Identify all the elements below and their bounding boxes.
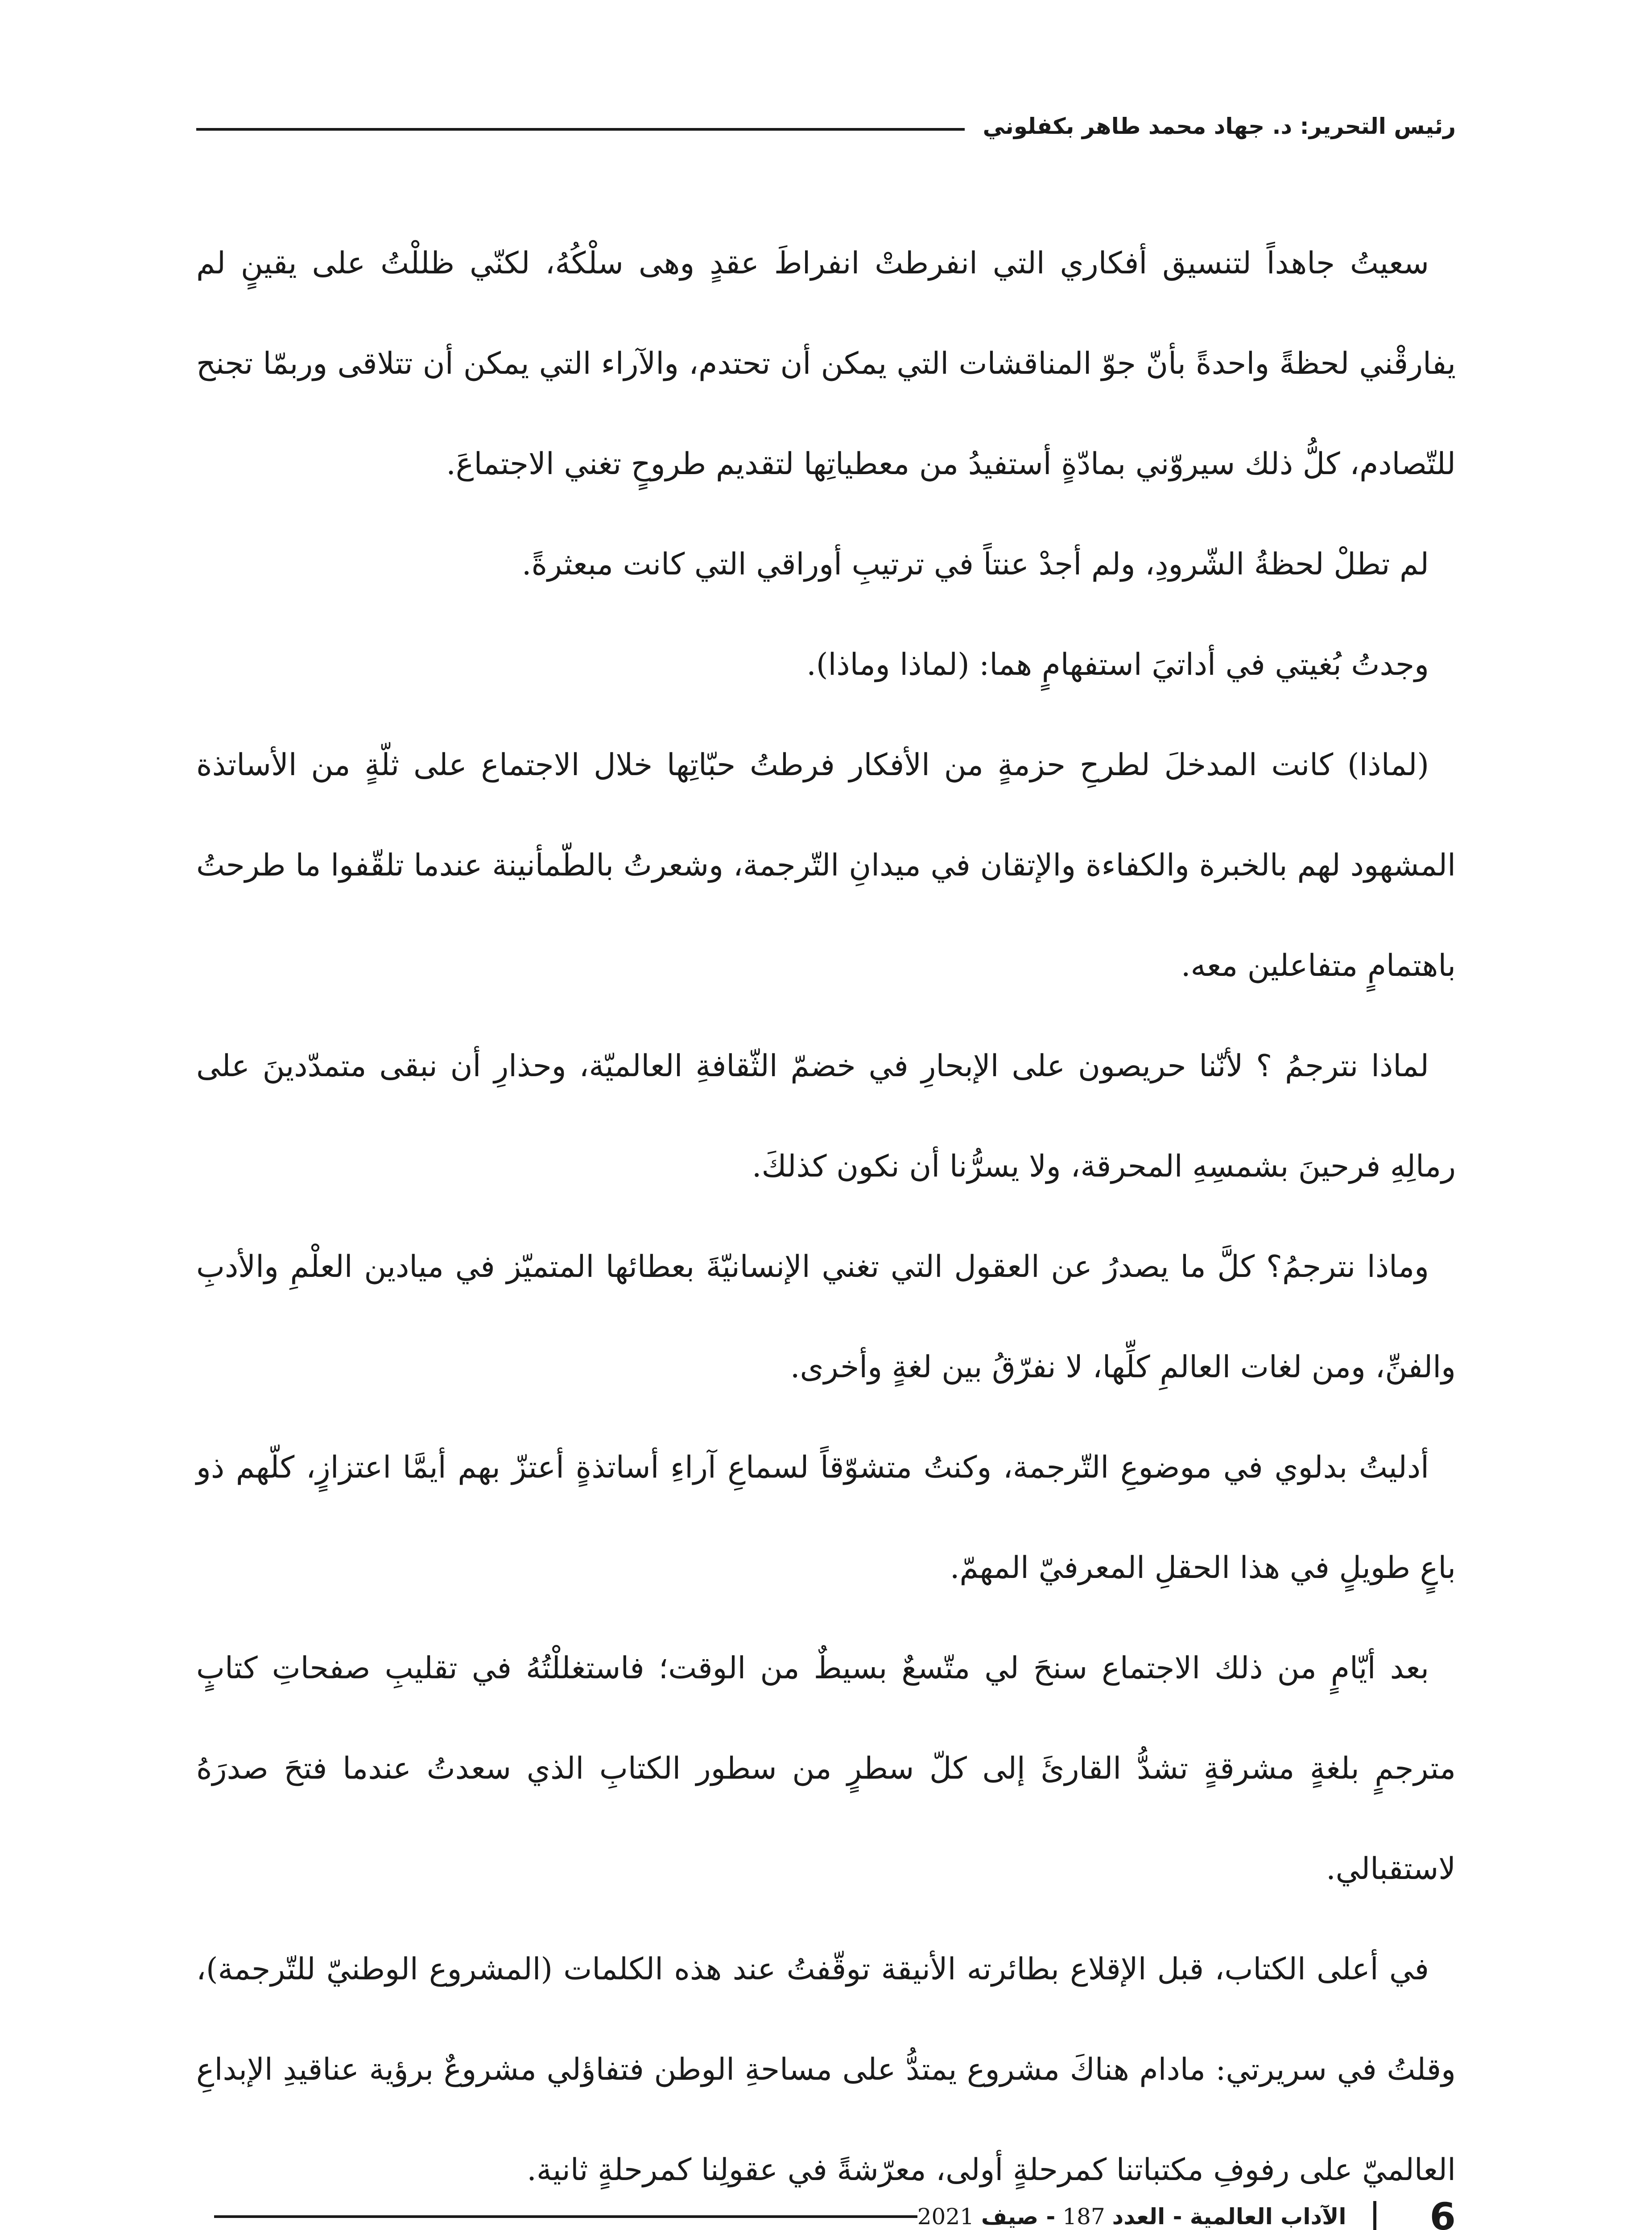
running-header [196,106,1456,146]
issue-year: 2021 [917,2204,974,2230]
running-footer [196,2192,1456,2230]
paragraph-6: وماذا نترجمُ؟ كلَّ ما يصدرُ عن العقول التي تغني الإنسانيّةَ بعطائها المتميّز في ميادين العلْمِ والأدبِ والفنِّ، ومن لغات العالمِ كلِّها، لا نفرّقُ بين لغةٍ وأخرى. [196,1249,1456,1385]
footer-separator [1373,2201,1376,2230]
header-rule [196,128,965,131]
paragraph-3: وجدتُ بُغيتي في أداتيَ استفهامٍ هما: (لماذا وماذا). [806,647,1429,682]
paragraph-8: بعد أيّامٍ من ذلك الاجتماع سنحَ لي متّسعٌ بسيطٌ من الوقت؛ فاستغللْتُهُ في تقليبِ صفحاتِ كتابٍ مترجمٍ بلغةٍ مشرقةٍ تشدُّ القارئَ إلى كلّ سطرٍ من سطور الكتابِ الذي سعدتُ عندما فتحَ صدرَهُ لاستقبالي. [196,1651,1456,1887]
journal-issue-label [917,2204,1346,2230]
page-number: 6 [1429,2195,1456,2230]
article-body [196,213,1456,2220]
paragraph-5: لماذا نترجمُ ؟ لأنّنا حريصون على الإبحارِ في خضمّ الثّقافةِ العالميّة، وحذارِ أن نبقى متمدّدينَ على رمالِهِ فرحينَ بشمسِهِ المحرقة، ولا يسرُّنا أن نكون كذلكَ. [196,1049,1456,1184]
season-label: - صيف [981,2204,1056,2230]
editor-in-chief-label: رئيس التحرير: د. جهاد محمد طاهر بكفلوني [983,113,1456,139]
journal-name: الآداب العالمية - العدد [1112,2204,1346,2230]
footer-rule [214,2215,917,2218]
paragraph-1: سعيتُ جاهداً لتنسيق أفكاري التي انفرطتْ انفراطَ عقدٍ وهى سلْكُهُ، لكنّي ظللْتُ على يقينٍ لم يفارقْني لحظةً واحدةً بأنّ جوّ المناقشات التي يمكن أن تحتدم، والآراء التي يمكن أن تتلاقى وربمّا تجنح للتّصادم، كلُّ ذلك سيروّني بمادّةٍ أستفيدُ من معطياتِها لتقديم طروحٍ تغني الاجتماعَ. [196,246,1456,482]
issue-number: 187 [1062,2204,1105,2230]
paragraph-7: أدليتُ بدلوي في موضوعِ التّرجمة، وكنتُ متشوّقاً لسماعِ آراءِ أساتذةٍ أعتزّ بهم أيمَّا اعتزازٍ، كلّهم ذو باعٍ طويلٍ في هذا الحقلِ المعرفيّ المهمّ. [196,1450,1456,1586]
paragraph-4: (لماذا) كانت المدخلَ لطرحِ حزمةٍ من الأفكار فرطتُ حبّاتِها خلال الاجتماع على ثلّةٍ من الأساتذة المشهود لهم بالخبرة والكفاءة والإتقان في ميدانِ التّرجمة، وشعرتُ بالطّمأنينة عندما تلقّفوا ما طرحتُ باهتمامٍ متفاعلين معه. [196,747,1456,983]
paragraph-2: لم تطلْ لحظةُ الشّرودِ، ولم أجدْ عنتاً في ترتيبِ أوراقي التي كانت مبعثرةً. [521,547,1429,582]
paragraph-9: في أعلى الكتاب، قبل الإقلاع بطائرته الأنيقة توقّفتُ عند هذه الكلمات (المشروع الوطنيّ للتّرجمة)، وقلتُ في سريرتي: مادام هناكَ مشروع يمتدُّ على مساحةِ الوطن فتفاؤلي مشروعٌ برؤية عناقيدِ الإبداعِ العالميّ على رفوفِ مكتباتنا كمرحلةٍ أولى، معرّشةً في عقولِنا كمرحلةٍ ثانية. [196,1952,1456,2188]
